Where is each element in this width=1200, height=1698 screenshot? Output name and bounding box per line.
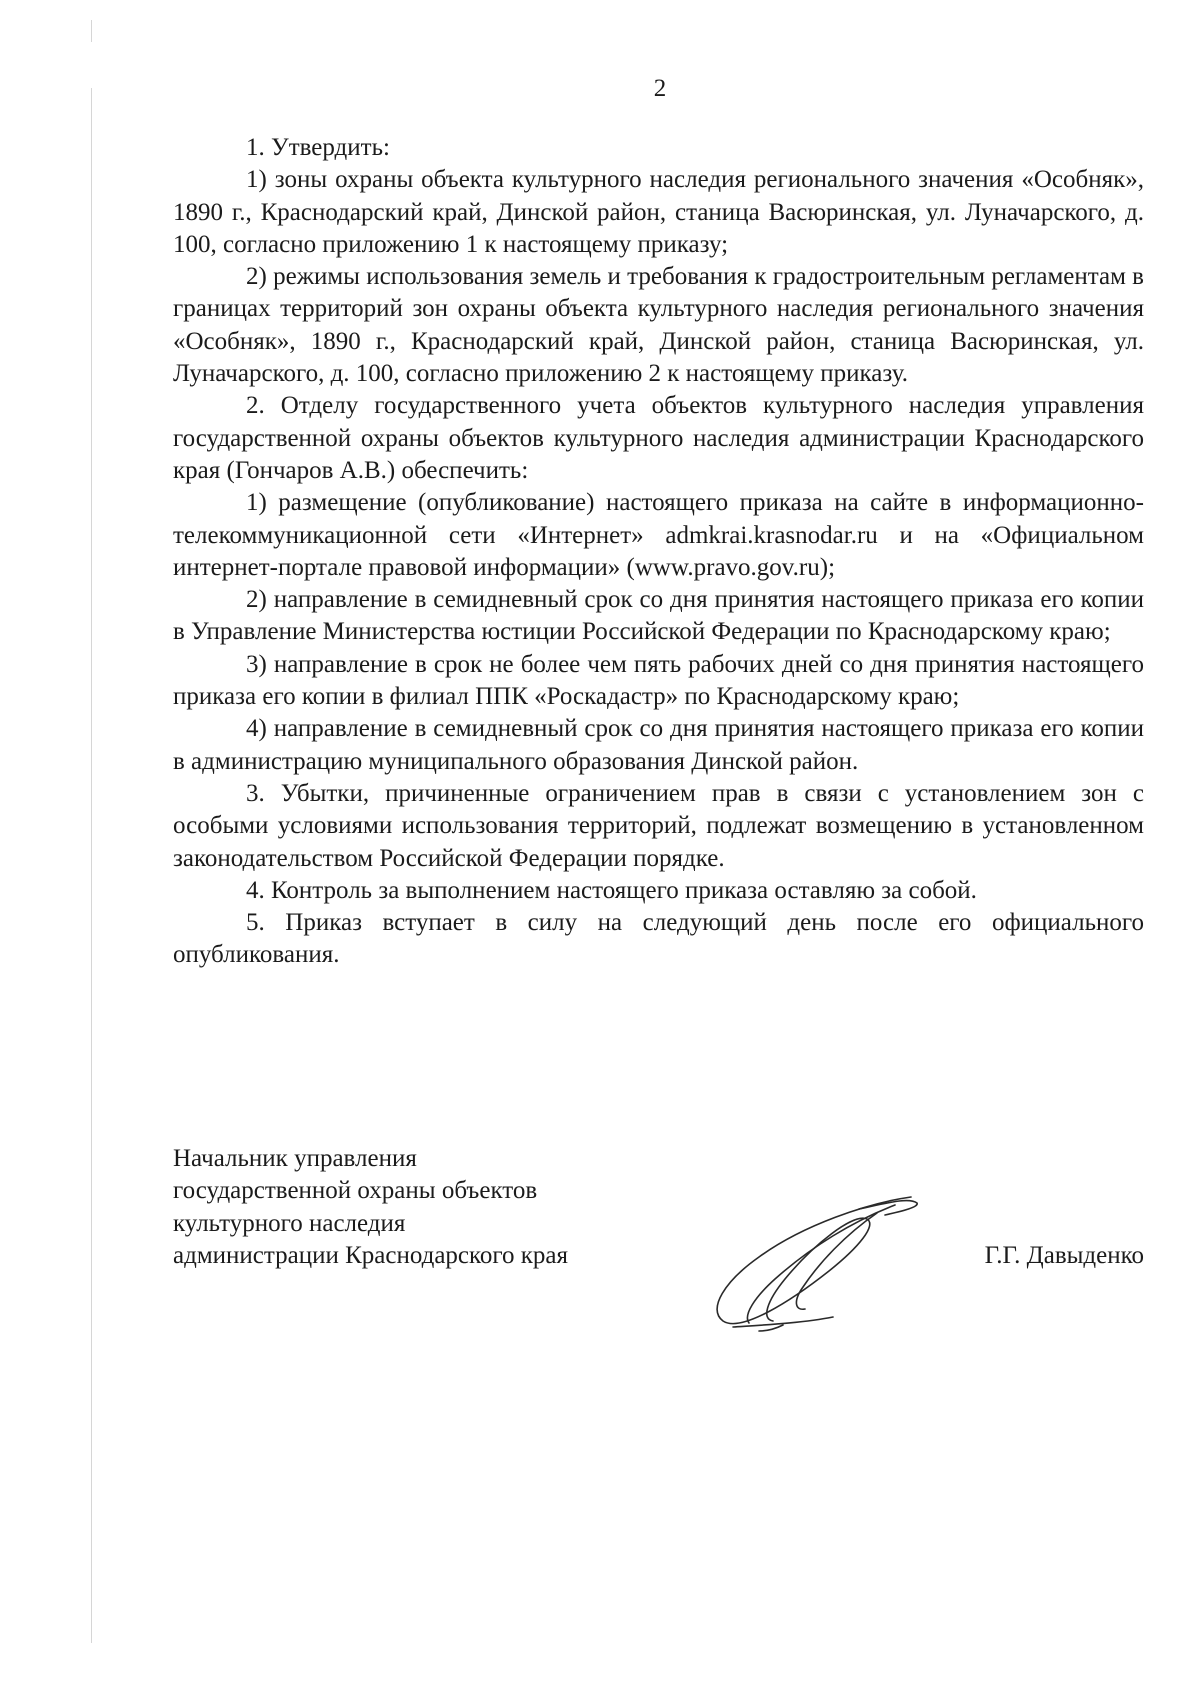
paragraph-1-1: 1) зоны охраны объекта культурного наследия регионального значения «Особняк», 1890 г., Краснодарский край, Динской район, станица Васюринская, ул. Луначарского, д. 100, согласно приложению 1 к настоящему приказу;	[173, 166, 1144, 258]
paragraph-2-1: 1) размещение (опубликование) настоящего приказа на сайте в информационно-телекоммуникационной сети «Интернет» admkrai.krasnodar.ru и на «Официальном интернет-портале правовой информации» (www.pravo.gov.ru);	[173, 489, 1144, 581]
document-body	[173, 132, 1144, 972]
page-number: 2	[653, 75, 667, 102]
signatory-position	[173, 1143, 693, 1273]
signatory-position-line: культурного наследия	[173, 1209, 406, 1237]
signatory-position-line: Начальник управления	[173, 1145, 417, 1172]
scan-edge-line	[91, 88, 92, 1643]
paragraph-5: 5. Приказ вступает в силу на следующий день после его официального опубликования.	[173, 909, 1144, 969]
paragraph-3: 3. Убытки, причиненные ограничением прав в связи с установлением зон с особыми условиями использования территорий, подлежат возмещению в установленном законодательством Российской Федерации порядке.	[173, 779, 1144, 872]
paragraph-4: 4. Контроль за выполнением настоящего приказа оставляю за собой.	[246, 876, 977, 904]
paragraph-2-3: 3) направление в срок не более чем пять рабочих дней со дня принятия настоящего приказа его копии в филиал ППК «Роскадастр» по Краснодарскому краю;	[173, 650, 1144, 711]
scan-edge-line-top	[91, 20, 92, 42]
signatory-position-line: администрации Краснодарского края	[173, 1242, 569, 1270]
paragraph-2-2: 2) направление в семидневный срок со дня принятия настоящего приказа его копии в Управление Министерства юстиции Российской Федерации по Краснодарскому краю;	[173, 586, 1144, 646]
paragraph-1-2: 2) режимы использования земель и требования к градостроительным регламентам в границах территорий зон охраны объекта культурного наследия регионального значения «Особняк», 1890 г., Краснодарский край, Динской район, станица Васюринская, ул. Луначарского, д. 100, согласно приложению 2 к настоящему приказу.	[173, 263, 1144, 388]
paragraph-2: 2. Отделу государственного учета объектов культурного наследия управления государственной охраны объектов культурного наследия администрации Краснодарского края (Гончаров А.В.) обеспечить:	[173, 392, 1144, 484]
paragraph-2-4: 4) направление в семидневный срок со дня принятия настоящего приказа его копии в администрацию муниципального образования Динской район.	[173, 715, 1144, 775]
signature-block	[173, 1143, 1144, 1323]
signatory-position-line: государственной охраны объектов	[173, 1177, 538, 1205]
paragraph-1: 1. Утвердить:	[246, 134, 390, 161]
handwritten-signature-icon	[663, 1183, 923, 1333]
signatory-name: Г.Г. Давыденко	[984, 1242, 1144, 1269]
